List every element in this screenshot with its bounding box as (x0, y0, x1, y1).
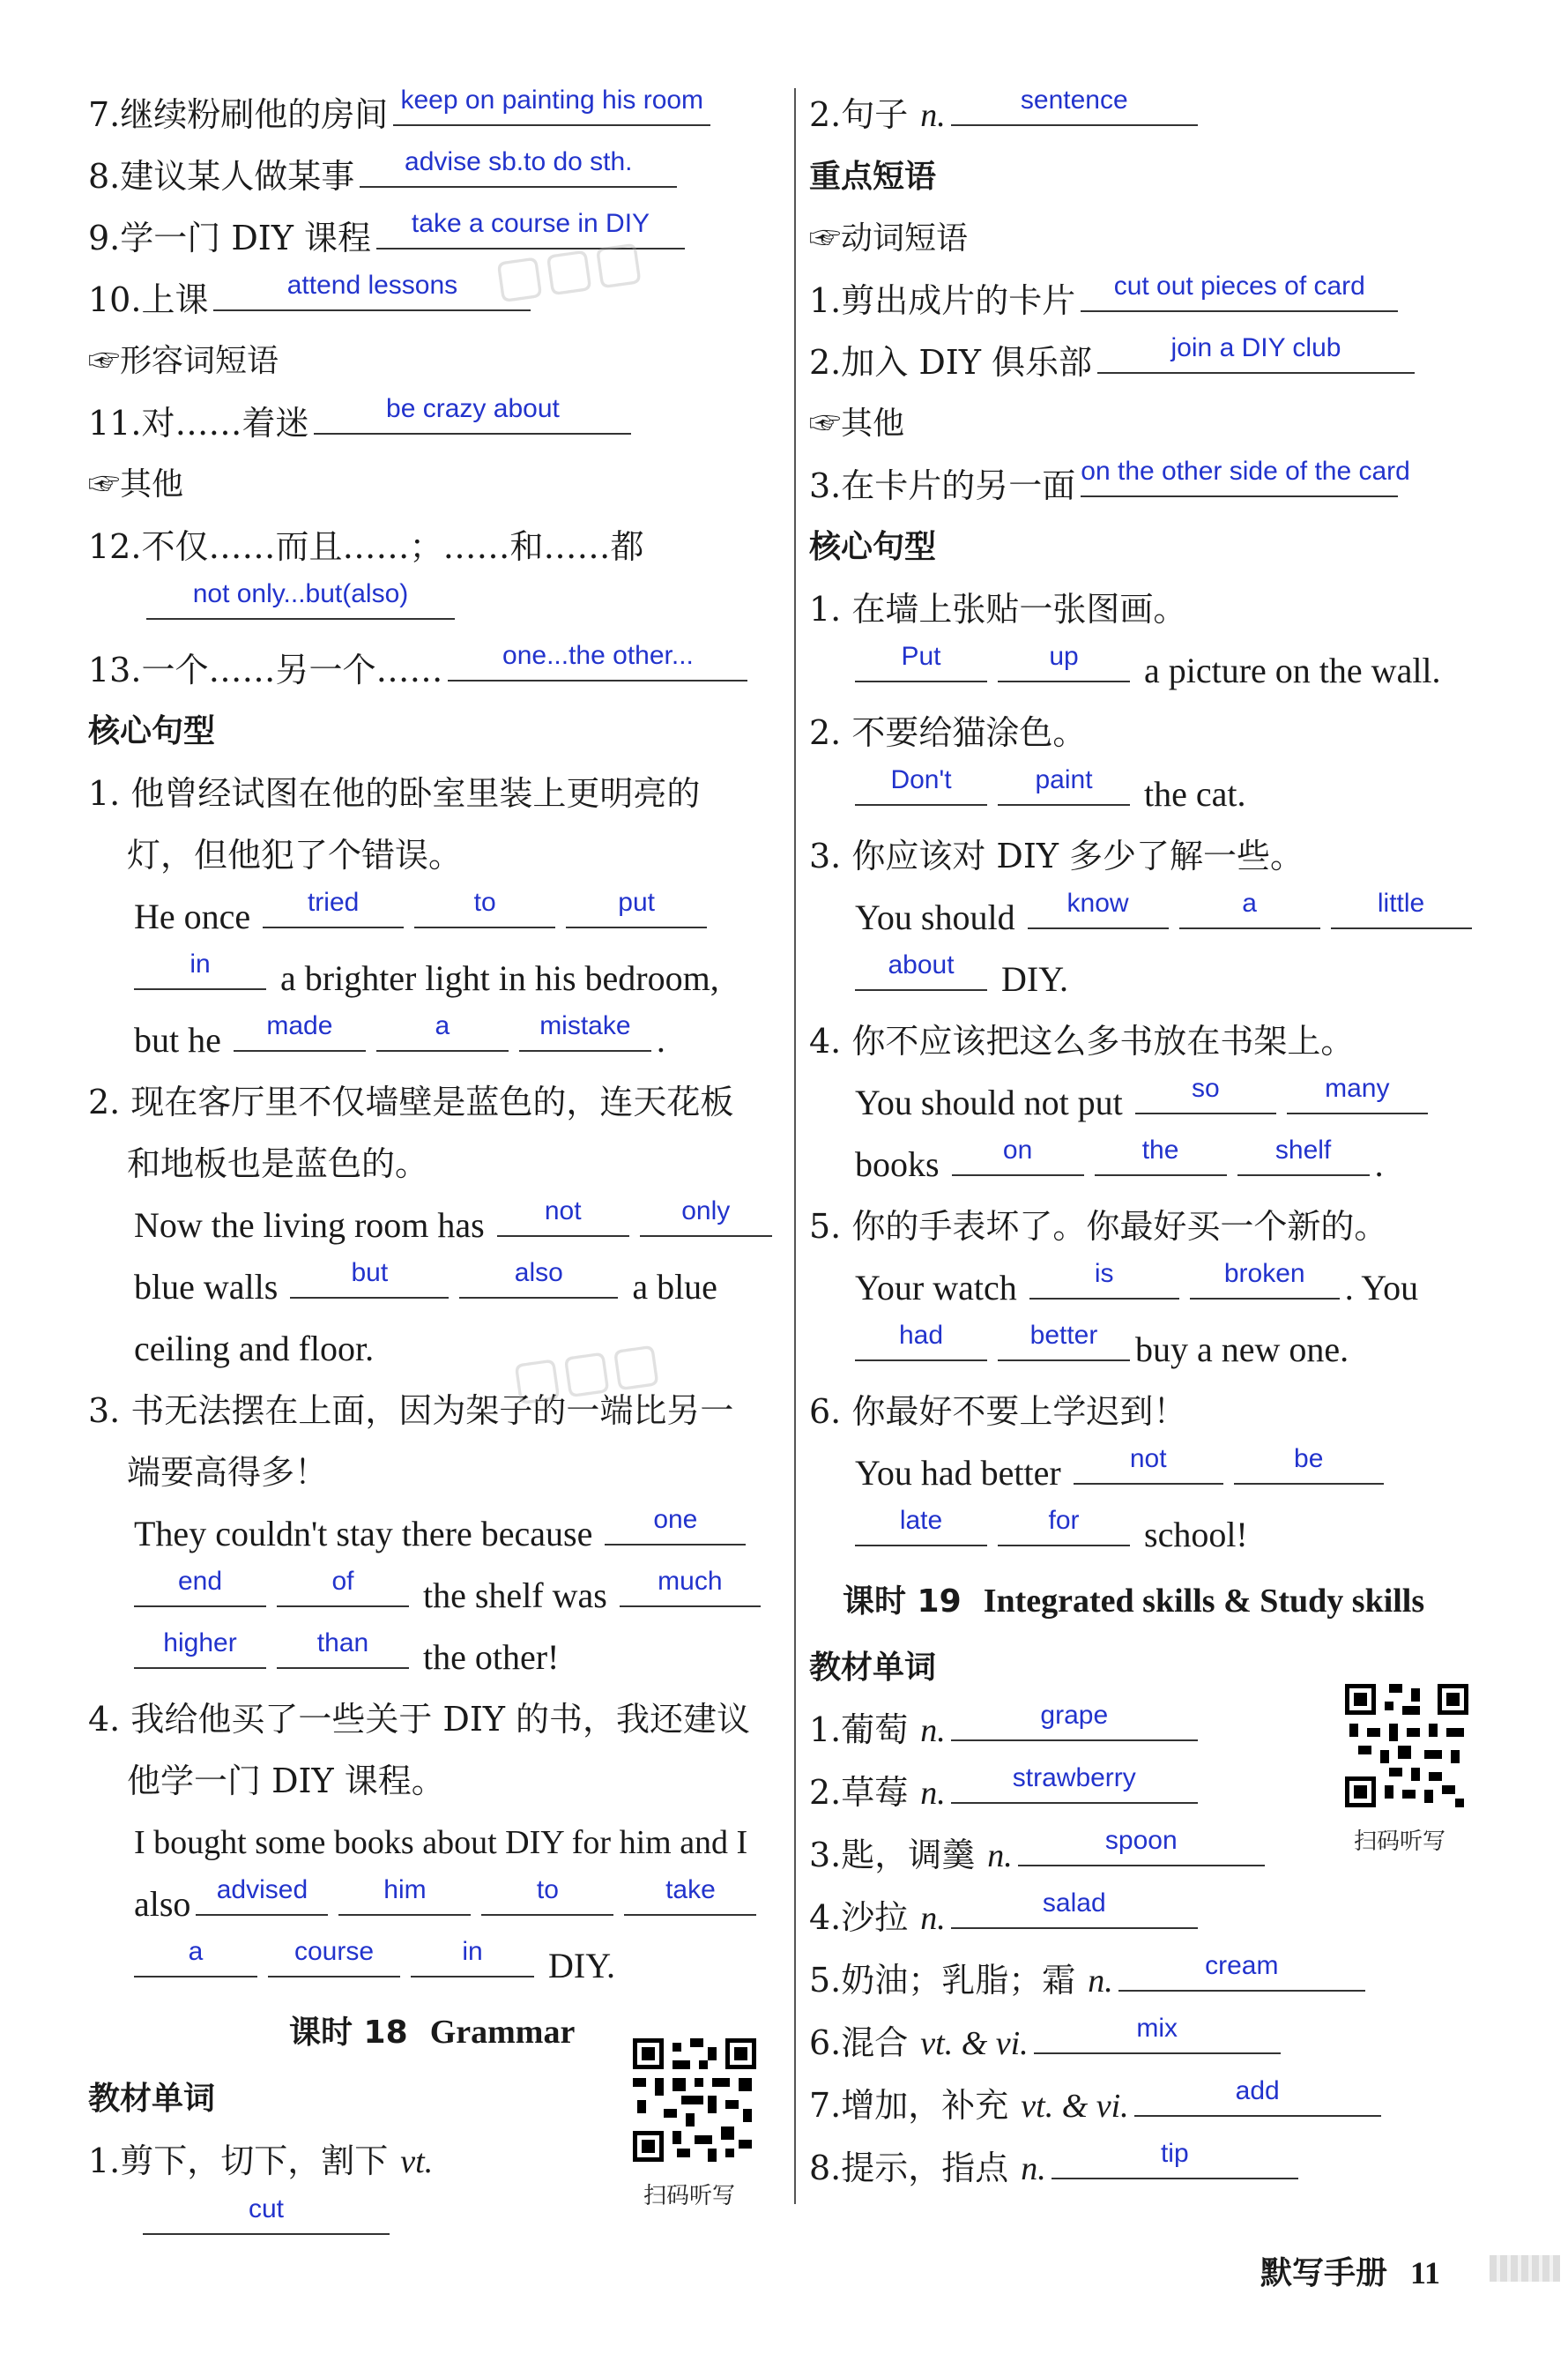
answer-blank[interactable] (360, 145, 677, 188)
answer-blank[interactable] (1081, 455, 1410, 497)
item-11 (88, 392, 784, 454)
r-sentence-5-english-2 (809, 1319, 1497, 1381)
answer-text: take a course in DIY (411, 209, 650, 238)
part-of-speech: vt. & vi. (1021, 2088, 1129, 2125)
sentence-1-line-1 (88, 886, 784, 948)
item-chinese: 奶油；乳脂；霜 (841, 1961, 1076, 2000)
sentence-text: You should (855, 898, 1015, 937)
answer-text: higher (163, 1628, 237, 1657)
answer-text: better (1029, 1321, 1098, 1350)
answer-blank[interactable] (1134, 2074, 1381, 2117)
answer-text: about (888, 950, 955, 979)
core-sentences-heading: 核心句型 (88, 713, 216, 749)
answer-blank[interactable] (234, 1009, 366, 1052)
item-chinese: 沙拉 (841, 1898, 909, 1937)
answer-text: salad (1042, 1888, 1106, 1918)
answer-text: made (266, 1011, 333, 1040)
item-chinese: 在卡片的另一面 (841, 466, 1076, 505)
part-of-speech: n. (920, 1900, 946, 1937)
answer-text: much (658, 1567, 723, 1596)
footer-decoration (1490, 2255, 1560, 2282)
sentence-3-line-3 (88, 1627, 784, 1688)
sentence-4-line-3 (88, 1935, 784, 1997)
answer-blank[interactable] (519, 1009, 651, 1052)
answer-text: tip (1160, 2139, 1189, 2168)
part-of-speech: n. (920, 1775, 946, 1812)
item-chinese: 建议某人做某事 (120, 157, 355, 196)
answer-blank[interactable] (448, 639, 747, 682)
answer-blank[interactable] (566, 886, 707, 928)
item-number: 4. (809, 1898, 842, 1937)
answer-text: is (1094, 1259, 1114, 1288)
sentence-text: Your watch (855, 1268, 1017, 1307)
part-of-speech: n. (1088, 1963, 1113, 2000)
answer-blank[interactable] (951, 1699, 1198, 1741)
answer-text: Don't (890, 765, 952, 794)
sentence-text: Now the living room has (134, 1205, 485, 1245)
answer-text: shelf (1274, 1136, 1332, 1165)
sentence-text: the cat. (1144, 774, 1246, 814)
item-number: 10. (88, 280, 142, 319)
part-of-speech: vt. (400, 2143, 434, 2180)
answer-blank[interactable] (855, 1319, 987, 1361)
item-2-sentence (809, 84, 1497, 146)
column-divider (794, 88, 796, 2204)
answer-blank[interactable] (213, 269, 531, 311)
sentence-text: a picture on the wall. (1144, 651, 1441, 690)
vocab-item (809, 2012, 1497, 2074)
answer-blank[interactable] (1028, 887, 1169, 929)
item-chinese: 增加，补充 (841, 2086, 1009, 2125)
answer-blank[interactable] (855, 640, 987, 682)
item-chinese: 提示，指点 (841, 2149, 1009, 2187)
sentence-2-chinese-1: 2. 现在客厅里不仅墙壁是蓝色的，连天花板 (88, 1083, 734, 1121)
item-chinese: 草莓 (841, 1773, 909, 1812)
answer-text: the (1141, 1136, 1179, 1165)
answer-text: him (383, 1875, 427, 1904)
item-number: 2. (809, 343, 842, 382)
answer-text: take (665, 1875, 716, 1904)
sentence-text: DIY. (1001, 959, 1068, 999)
qr-code-graphic (633, 2038, 756, 2162)
lesson-label: 课时 19 (843, 1583, 962, 1620)
verb-phrases-heading: ☞动词短语 (809, 220, 969, 257)
item-number: 3. (809, 1836, 842, 1874)
answer-blank[interactable] (998, 1319, 1130, 1361)
answer-text: also (514, 1258, 563, 1287)
item-number: 8. (809, 2149, 842, 2187)
right-column (809, 84, 1497, 2200)
watermark-logo: ▢▢▢ (489, 227, 648, 310)
answer-text: in (189, 950, 211, 979)
answer-text: up (1049, 642, 1079, 671)
sentence-text: also (134, 1884, 191, 1924)
sentence-text: but he (134, 1020, 221, 1060)
item-number: 9. (88, 219, 121, 257)
lesson-name: Integrated skills & Study skills (983, 1583, 1425, 1620)
sentence-text: . (656, 1020, 665, 1060)
phrase-1 (809, 270, 1497, 331)
item-chinese: 剪出成片的卡片 (841, 281, 1076, 320)
answer-blank[interactable] (640, 1195, 772, 1237)
answer-blank[interactable] (1095, 1134, 1227, 1176)
answer-blank[interactable] (134, 1627, 266, 1669)
answer-blank[interactable] (481, 1873, 613, 1916)
other-heading: ☞其他 (88, 466, 184, 503)
sentence-text: blue walls (134, 1267, 279, 1307)
answer-blank[interactable] (393, 84, 710, 126)
r-sentence-6-english-1 (809, 1442, 1497, 1504)
item-chinese: 句子 (841, 95, 909, 134)
r-sentence-1-chinese: 1. 在墙上张贴一张图画。 (809, 590, 1187, 629)
sentence-2-line-2 (88, 1256, 784, 1318)
vocab-item (809, 2137, 1497, 2200)
answer-text: strawberry (1012, 1763, 1136, 1792)
r-sentence-6-english-2 (809, 1504, 1497, 1566)
sentence-text: He once (134, 897, 251, 936)
answer-text: a (435, 1011, 450, 1040)
answer-blank[interactable] (1118, 1949, 1365, 1992)
sentence-3-chinese-2: 端要高得多！ (127, 1453, 329, 1492)
answer-text: a (188, 1937, 204, 1966)
answer-text: only (681, 1196, 731, 1225)
item-chinese: 一个……另一个…… (141, 651, 443, 689)
answer-text: attend lessons (286, 271, 458, 300)
answer-text: of (331, 1567, 354, 1596)
answer-text: to (473, 888, 496, 917)
answer-blank[interactable] (605, 1503, 746, 1546)
answer-text: add (1235, 2076, 1280, 2105)
sentence-text: a brighter light in his bedroom, (280, 958, 719, 998)
answer-blank[interactable] (290, 1256, 449, 1299)
qr-scan-label: 扫码听写 (643, 2183, 736, 2209)
lesson-label: 课时 18 (289, 2015, 408, 2051)
r-sentence-6-chinese: 6. 你最好不要上学迟到！ (809, 1392, 1187, 1431)
answer-text: a (1242, 889, 1257, 918)
answer-blank[interactable] (951, 1887, 1198, 1929)
answer-text: one...the other... (502, 641, 694, 670)
answer-blank[interactable] (196, 1873, 328, 1916)
vocab-item (809, 2074, 1497, 2137)
answer-text: not (1129, 1444, 1167, 1473)
sentence-3-line-1 (88, 1503, 784, 1565)
item-chinese: 学一门 DIY 课程 (120, 219, 371, 257)
item-chinese: 对……着迷 (141, 404, 309, 443)
answer-blank[interactable] (146, 577, 455, 620)
page-footer (1260, 2248, 1440, 2293)
sentence-2-line-3: ceiling and floor. (134, 1329, 375, 1368)
sentence-text: books (855, 1144, 940, 1184)
qr-code-icon[interactable] (633, 2038, 756, 2162)
item-12 (88, 516, 784, 577)
item-12-answer-line (88, 577, 784, 639)
answer-text: end (177, 1567, 223, 1596)
item-number: 12. (88, 527, 142, 566)
answer-text: join a DIY club (1170, 333, 1341, 362)
answer-blank[interactable] (855, 1504, 987, 1546)
phrase-2 (809, 331, 1497, 393)
answer-blank[interactable] (1190, 1257, 1340, 1300)
r-sentence-1-english (809, 640, 1497, 702)
answer-text: for (1048, 1506, 1080, 1535)
answer-text: put (618, 888, 656, 917)
sentence-text: a blue (632, 1267, 717, 1307)
answer-blank[interactable] (998, 640, 1130, 682)
item-number: 8. (88, 157, 121, 196)
item-chinese: 匙，调羹 (841, 1836, 976, 1874)
answer-blank[interactable] (268, 1935, 400, 1978)
sentence-text: You had better (855, 1453, 1061, 1493)
r-sentence-4-chinese: 4. 你不应该把这么多书放在书架上。 (809, 1022, 1355, 1061)
answer-text: cut (248, 2194, 285, 2223)
sentence-4-line-2 (88, 1873, 784, 1935)
answer-blank[interactable] (1234, 1442, 1384, 1485)
answer-blank[interactable] (998, 1504, 1130, 1546)
lesson-19-title (809, 1566, 1497, 1637)
answer-blank[interactable] (134, 1565, 266, 1607)
answer-blank[interactable] (1018, 1824, 1265, 1866)
answer-text: mistake (539, 1011, 631, 1040)
item-chinese: 继续粉刷他的房间 (120, 95, 389, 134)
part-of-speech: n. (987, 1837, 1013, 1874)
left-column (88, 84, 784, 2254)
r-sentence-2-english (809, 763, 1497, 825)
answer-blank[interactable] (414, 886, 555, 928)
item-number: 3. (809, 466, 842, 505)
answer-text: tried (307, 888, 360, 917)
answer-text: be crazy about (386, 394, 560, 423)
item-number: 13. (88, 651, 142, 689)
item-number: 1. (809, 1710, 842, 1749)
sentence-text: . You (1344, 1268, 1419, 1307)
sentence-text: DIY. (548, 1946, 615, 1985)
answer-blank[interactable] (411, 1935, 534, 1978)
item-chinese: 上课 (141, 280, 209, 319)
item-number: 6. (809, 2023, 842, 2062)
r-sentence-5-english-1 (809, 1257, 1497, 1319)
answer-blank[interactable] (1074, 1442, 1223, 1485)
sentence-4-chinese-1: 4. 我给他买了一些关于 DIY 的书，我还建议 (88, 1700, 751, 1739)
item-number: 1. (88, 2141, 121, 2180)
answer-blank[interactable] (497, 1195, 629, 1237)
r-sentence-5-chinese: 5. 你的手表坏了。你最好买一个新的。 (809, 1207, 1388, 1246)
answer-blank[interactable] (376, 1009, 509, 1052)
answer-blank[interactable] (376, 207, 685, 250)
answer-text: but (351, 1258, 389, 1287)
item-number: 11. (88, 404, 142, 443)
answer-text: paint (1035, 765, 1093, 794)
item-13 (88, 639, 784, 701)
phrase-3 (809, 455, 1497, 517)
qr-code-graphic (1345, 1684, 1468, 1807)
sentence-text: the shelf was (423, 1575, 607, 1615)
answer-blank[interactable] (855, 763, 987, 806)
sentence-1-line-3 (88, 1009, 784, 1071)
answer-blank[interactable] (1179, 887, 1320, 929)
answer-blank[interactable] (1135, 1072, 1276, 1114)
sentence-2-chinese-2: 和地板也是蓝色的。 (127, 1144, 429, 1183)
sentence-4-chinese-2: 他学一门 DIY 课程。 (127, 1762, 445, 1800)
r-sentence-3-english-2 (809, 949, 1497, 1010)
sentence-1-chinese-2: 灯，但他犯了个错误。 (127, 836, 463, 875)
answer-blank[interactable] (620, 1565, 761, 1607)
sentence-3-chinese-1: 3. 书无法摆在上面，因为架子的一端比另一 (88, 1391, 734, 1430)
item-7 (88, 84, 784, 145)
sentence-text: They couldn't stay there because (134, 1514, 593, 1553)
answer-blank[interactable] (1287, 1072, 1428, 1114)
answer-text: little (1377, 889, 1425, 918)
item-number: 7. (88, 95, 121, 134)
answer-text: on the other side of the card (1081, 457, 1410, 486)
answer-text: sentence (1020, 86, 1128, 115)
answer-blank[interactable] (1331, 887, 1472, 929)
answer-text: on (1002, 1136, 1033, 1165)
answer-text: many (1325, 1074, 1390, 1103)
vocab-heading-left: 教材单词 (88, 2081, 216, 2117)
answer-blank[interactable] (1081, 270, 1398, 312)
item-number: 7. (809, 2086, 842, 2125)
answer-text: grape (1040, 1701, 1109, 1730)
answer-text: keep on painting his room (400, 86, 704, 115)
answer-blank[interactable] (1237, 1134, 1370, 1176)
sentence-4-line-1: I bought some books about DIY for him and I (134, 1824, 748, 1861)
answer-text: one (653, 1505, 698, 1534)
sentence-2-line-1 (88, 1195, 784, 1256)
answer-blank[interactable] (134, 948, 266, 990)
item-chinese: 葡萄 (841, 1710, 909, 1749)
answer-text: advised (216, 1875, 308, 1904)
item-number: 1. (809, 281, 842, 320)
answer-text: mix (1136, 2014, 1178, 2043)
watermark-logo: ▢▢▢ (507, 1330, 665, 1412)
answer-text: cream (1205, 1951, 1279, 1980)
other-heading-right: ☞其他 (809, 406, 905, 442)
answer-text: advise sb.to do sth. (405, 147, 633, 176)
answer-blank[interactable] (263, 886, 404, 928)
vocab-heading-right: 教材单词 (809, 1650, 937, 1686)
sentence-1-chinese-1: 1. 他曾经试图在他的卧室里装上更明亮的 (88, 774, 701, 813)
page-number: 11 (1410, 2255, 1441, 2290)
core-sentences-heading-right: 核心句型 (809, 529, 937, 565)
answer-text: be (1294, 1444, 1324, 1473)
sentence-1-line-2 (88, 948, 784, 1009)
part-of-speech: n. (920, 97, 946, 134)
item-9 (88, 207, 784, 269)
part-of-speech: vt. & vi. (920, 2025, 1029, 2062)
key-phrases-heading: 重点短语 (809, 159, 937, 195)
sentence-text: the other! (423, 1637, 560, 1677)
part-of-speech: n. (1021, 2150, 1046, 2187)
vocab-item (809, 1887, 1497, 1949)
r-sentence-2-chinese: 2. 不要给猫涂色。 (809, 713, 1087, 752)
answer-blank[interactable] (952, 1134, 1084, 1176)
answer-blank[interactable] (277, 1627, 409, 1669)
answer-text: Put (901, 642, 941, 671)
item-number: 2. (809, 1773, 842, 1812)
sentence-text: buy a new one. (1135, 1330, 1349, 1369)
answer-text: so (1191, 1074, 1220, 1103)
qr-code-icon[interactable] (1345, 1684, 1468, 1807)
answer-text: in (462, 1937, 483, 1966)
answer-text: spoon (1104, 1826, 1178, 1855)
item-number: 5. (809, 1961, 842, 2000)
answer-text: broken (1223, 1259, 1305, 1288)
item-number: 2. (809, 95, 842, 134)
answer-blank[interactable] (951, 1762, 1198, 1804)
sentence-3-line-2 (88, 1565, 784, 1627)
answer-blank[interactable] (338, 1873, 471, 1916)
answer-text: to (536, 1875, 559, 1904)
answer-blank[interactable] (1034, 2012, 1281, 2054)
item-chinese: 不仅……而且……；……和……都 (141, 527, 644, 566)
answer-blank[interactable] (1029, 1257, 1179, 1300)
r-sentence-3-chinese: 3. 你应该对 DIY 多少了解一些。 (809, 837, 1304, 875)
vocab-item (809, 1949, 1497, 2012)
answer-blank[interactable] (1097, 331, 1415, 374)
r-sentence-4-english-2 (809, 1134, 1497, 1195)
answer-blank[interactable] (1052, 2137, 1298, 2179)
sentence-text: You should not put (855, 1083, 1123, 1122)
answer-blank[interactable] (143, 2193, 390, 2235)
lesson-name: Grammar (429, 2014, 576, 2051)
footer-title: 默写手册 (1260, 2255, 1388, 2291)
answer-text: than (316, 1628, 369, 1657)
adjective-phrases-heading: ☞形容词短语 (88, 343, 279, 379)
answer-blank[interactable] (134, 1935, 257, 1978)
answer-text: not (544, 1196, 582, 1225)
answer-blank[interactable] (998, 763, 1130, 806)
answer-text: late (899, 1506, 943, 1535)
item-10 (88, 269, 784, 331)
answer-text: had (898, 1321, 944, 1350)
answer-blank[interactable] (951, 84, 1198, 126)
qr-scan-label: 扫码听写 (1354, 1829, 1446, 1855)
answer-blank[interactable] (277, 1565, 409, 1607)
item-chinese: 剪下，切下，割下 (120, 2141, 389, 2180)
answer-blank[interactable] (855, 949, 987, 991)
answer-blank[interactable] (314, 392, 631, 435)
answer-blank[interactable] (624, 1873, 756, 1916)
item-8 (88, 145, 784, 207)
sentence-text: . (1374, 1144, 1384, 1184)
sentence-text: school! (1144, 1515, 1248, 1554)
r-sentence-3-english-1 (809, 887, 1497, 949)
answer-blank[interactable] (459, 1256, 618, 1299)
item-chinese: 混合 (841, 2023, 909, 2062)
answer-text: course (294, 1937, 375, 1966)
answer-text: not only...but(also) (192, 579, 409, 608)
answer-text: know (1066, 889, 1129, 918)
answer-text: cut out pieces of card (1113, 272, 1365, 301)
item-chinese: 加入 DIY 俱乐部 (841, 343, 1092, 382)
r-sentence-4-english-1 (809, 1072, 1497, 1134)
part-of-speech: n. (920, 1712, 946, 1749)
